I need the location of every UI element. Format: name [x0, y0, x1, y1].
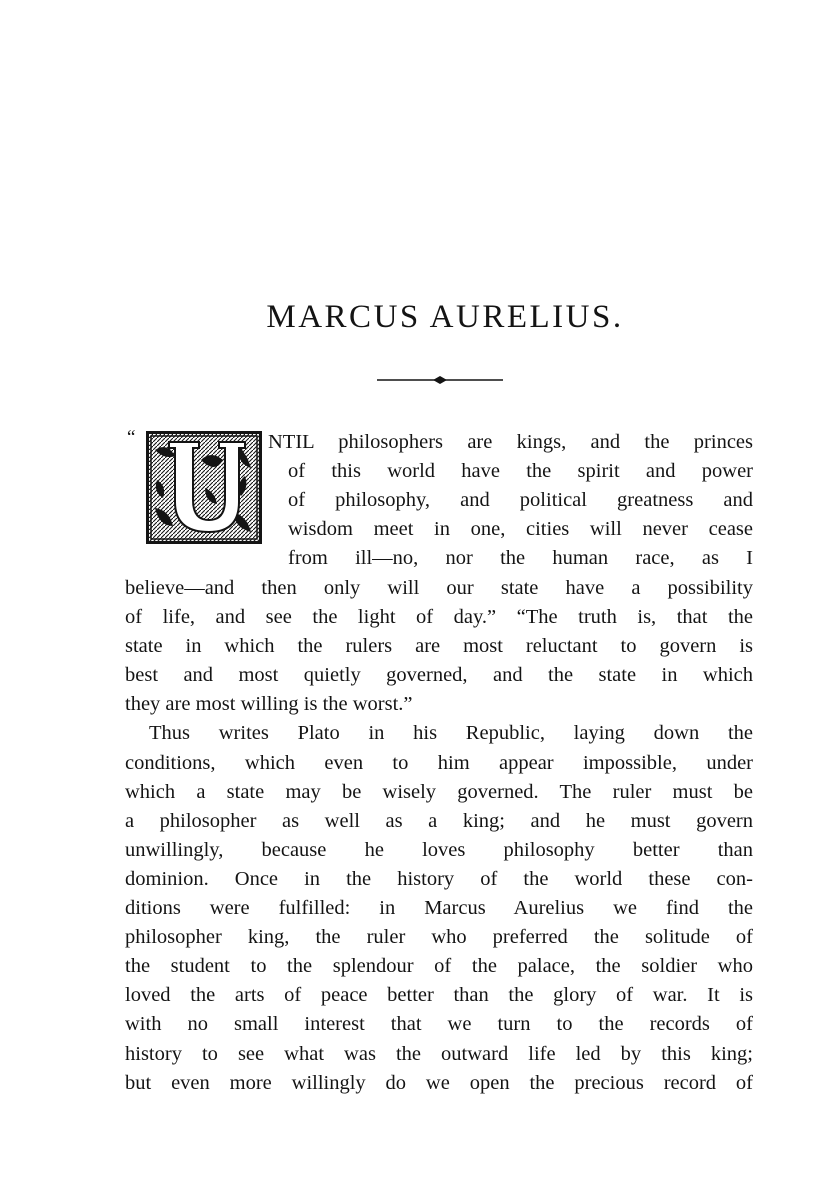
- decorated-drop-cap-icon: [145, 430, 263, 545]
- text-line: from ill—no, nor the human race, as I: [288, 547, 753, 570]
- lead-paragraph-indented-lines: [268, 428, 753, 573]
- text-line: loved the arts of peace better than the glory of war. It is: [125, 984, 753, 1007]
- ornament-rule-icon: [377, 373, 503, 387]
- text-line: wisdom meet in one, cities will never cease: [288, 518, 753, 541]
- text-line: unwillingly, because he loves philosophy better than: [125, 838, 753, 861]
- opening-quote-mark: “: [127, 427, 136, 448]
- body-text: [125, 574, 753, 1098]
- text-line: philosopher king, the ruler who preferred the solitude of: [125, 926, 753, 949]
- text-line: history to see what was the outward life led by this king;: [125, 1042, 753, 1065]
- text-line: they are most willing is the worst.”: [125, 693, 413, 716]
- text-line: Thus writes Plato in his Republic, laying down the: [149, 722, 753, 745]
- page-title: MARCUS AURELIUS.: [266, 299, 624, 335]
- text-line: dominion. Once in the history of the world these con-: [125, 867, 753, 890]
- text-line: best and most quietly governed, and the state in which: [125, 664, 753, 687]
- text-line: which a state may be wisely governed. The ruler must be: [125, 780, 753, 803]
- text-line: state in which the rulers are most reluctant to govern is: [125, 635, 753, 658]
- text-line: of life, and see the light of day.” “The truth is, that the: [125, 606, 753, 629]
- text-line: conditions, which even to him appear impossible, under: [125, 751, 753, 774]
- text-line: the student to the splendour of the palace, the soldier who: [125, 955, 753, 978]
- text-line: ditions were fulfilled: in Marcus Aurelius we find the: [125, 897, 753, 920]
- text-line: a philosopher as well as a king; and he must govern: [125, 809, 753, 832]
- text-line: with no small interest that we turn to the records of: [125, 1013, 753, 1036]
- text-line: of this world have the spirit and power: [288, 460, 753, 483]
- text-line: believe—and then only will our state have a possibility: [125, 577, 753, 599]
- text-line: of philosophy, and political greatness and: [288, 489, 753, 512]
- text-line: NTIL philosophers are kings, and the princes: [268, 431, 753, 453]
- text-line: but even more willingly do we open the precious record of: [125, 1071, 753, 1094]
